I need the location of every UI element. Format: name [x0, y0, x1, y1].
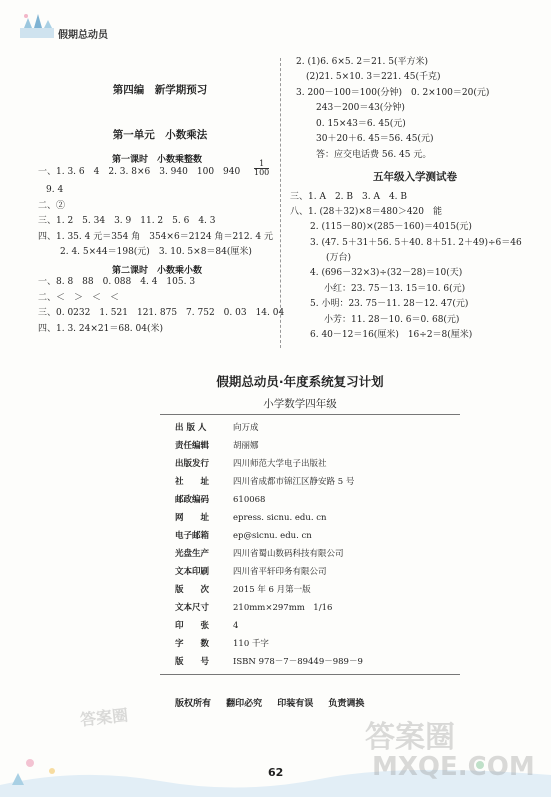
imprint-row	[175, 547, 344, 559]
imprint-value: epress. sicnu. edu. cn	[233, 513, 327, 523]
fraction-numerator: 1	[254, 160, 269, 169]
imprint-row	[175, 601, 332, 613]
lesson1-line-2: 9. 4	[46, 185, 64, 195]
header-title: 假期总动员	[58, 30, 108, 41]
imprint-value: 四川省成都市锦江区静安路 5 号	[233, 477, 355, 487]
imprint-value: 四川师范大学电子出版社	[233, 459, 327, 469]
test-line-6: 4. (696－32×3)÷(32－28)＝10(天)	[310, 268, 463, 278]
right-line-7: 答：应交电话费 56. 45 元。	[316, 150, 432, 160]
imprint-label: 版 次	[175, 585, 210, 595]
test-title: 五年级入学测试卷	[373, 171, 457, 183]
right-line-6: 30＋20＋6. 45＝56. 45(元)	[316, 134, 434, 144]
imprint-label: 出 版 人	[175, 423, 207, 433]
imprint-subtitle: 小学数学四年级	[263, 398, 337, 410]
fraction-denominator: 100	[254, 168, 270, 177]
column-divider	[280, 58, 281, 348]
test-line-9: 小芳：11. 28－10. 6＝0. 68(元)	[324, 315, 460, 325]
right-line-2: (2)21. 5×10. 3＝221. 45(千克)	[306, 72, 441, 82]
lesson1-line-4: 三、1. 2 5. 34 3. 9 11. 2 5. 6 4. 3	[38, 216, 216, 226]
imprint-row	[175, 529, 312, 541]
lesson2-title: 第二课时 小数乘小数	[112, 266, 203, 276]
imprint-row	[175, 493, 265, 505]
imprint-row	[175, 439, 259, 451]
lesson1-line-5: 四、1. 35. 4 元＝354 角 354×6＝2124 角＝212. 4 元	[38, 232, 273, 242]
imprint-row	[175, 655, 363, 667]
lesson1-line-1: 一、1. 3. 6 4 2. 3. 8×6 3. 940 100 940	[38, 167, 241, 177]
lesson2-line-4: 四、1. 3. 24×21＝68. 04(米)	[38, 324, 163, 334]
imprint-label: 文本尺寸	[175, 603, 210, 613]
imprint-title: 假期总动员·年度系统复习计划	[216, 374, 384, 389]
imprint-value: ep@sicnu. edu. cn	[233, 531, 312, 541]
imprint-label: 字 数	[175, 639, 210, 649]
imprint-value: 四川省蜀山数码科技有限公司	[233, 549, 344, 559]
test-line-3: 2. (115－80)×(285－160)＝4015(元)	[310, 222, 472, 232]
watermark-site: MXQE.COM	[372, 752, 535, 782]
watermark-brand-left	[79, 703, 129, 731]
imprint-row	[175, 583, 311, 595]
imprint-rule-top	[160, 414, 460, 415]
watermark-brand-text: 答案圈	[79, 705, 129, 730]
imprint-row	[175, 457, 327, 469]
imprint-row	[175, 565, 327, 577]
right-line-5: 0. 15×43＝6. 45(元)	[316, 119, 406, 129]
imprint-label: 社 址	[175, 477, 210, 487]
imprint-label: 网 址	[175, 513, 210, 523]
imprint-label: 电子邮箱	[175, 531, 210, 541]
imprint-value: 110 千字	[233, 639, 269, 649]
fraction	[254, 160, 269, 177]
imprint-value: 四川省平轩印务有限公司	[233, 567, 327, 577]
lesson1-title: 第一课时 小数乘整数	[112, 155, 203, 165]
imprint-row	[175, 637, 269, 649]
imprint-value: 2015 年 6 月第一版	[233, 585, 311, 595]
right-line-1: 2. (1)6. 6×5. 2＝21. 5(平方米)	[296, 57, 429, 67]
imprint-rule-bottom	[160, 674, 460, 675]
test-line-7: 小红：23. 75－13. 15＝10. 6(元)	[324, 284, 466, 294]
section-title: 第四编 新学期预习	[112, 84, 208, 96]
imprint-label: 版 号	[175, 657, 210, 667]
test-line-10: 6. 40－12＝16(厘米) 16÷2＝8(厘米)	[310, 330, 473, 340]
test-line-5: (万台)	[326, 253, 352, 263]
imprint-value: 胡丽娜	[233, 441, 259, 451]
imprint-value: 610068	[233, 495, 266, 505]
imprint-label: 文本印刷	[175, 567, 210, 577]
rights-statement: 版权所有 翻印必究 印装有误 负责调换	[175, 699, 365, 709]
imprint-label: 责任编辑	[175, 441, 210, 451]
page-header	[0, 0, 551, 52]
imprint-row	[175, 421, 259, 433]
right-line-4: 243－200＝43(分钟)	[316, 103, 405, 113]
test-line-2: 八、1. (28＋32)×8＝480＞420 能	[290, 207, 442, 217]
watermark-brand: 答案圈	[365, 720, 455, 755]
imprint-value: 4	[233, 621, 239, 631]
test-line-1: 三、1. A 2. B 3. A 4. B	[290, 192, 408, 202]
imprint-label: 邮政编码	[175, 495, 210, 505]
test-line-4: 3. (47. 5＋31＋56. 5＋40. 8＋51. 2＋49)÷6＝46	[310, 238, 522, 248]
page-number: 62	[268, 766, 284, 779]
imprint-label: 出版发行	[175, 459, 210, 469]
unit-title: 第一单元 小数乘法	[112, 129, 208, 141]
imprint-label: 光盘生产	[175, 549, 210, 559]
imprint-label: 印 张	[175, 621, 210, 631]
header-decoration-icon	[18, 10, 58, 44]
imprint-value: 210mm×297mm 1/16	[233, 603, 333, 613]
test-line-8: 5. 小明：23. 75－11. 28－12. 47(元)	[310, 299, 469, 309]
right-line-3: 3. 200－100＝100(分钟) 0. 2×100＝20(元)	[296, 88, 490, 98]
imprint-row	[175, 511, 326, 523]
lesson2-line-3: 三、0. 0232 1. 521 121. 875 7. 752 0. 03 14. 04	[38, 308, 285, 318]
imprint-row	[175, 475, 354, 487]
lesson1-line-6: 2. 4. 5×44＝198(元) 3. 10. 5×8＝84(厘米)	[60, 247, 252, 257]
lesson1-line-3: 二、②	[38, 201, 66, 211]
imprint-value: 向万成	[233, 423, 259, 433]
imprint-row	[175, 619, 238, 631]
lesson2-line-2: 二、＜ ＞ ＜ ＜	[38, 293, 120, 303]
imprint-value: ISBN 978－7－89449－989－9	[233, 657, 363, 667]
lesson2-line-1: 一、8. 8 88 0. 088 4. 4 105. 3	[38, 277, 196, 287]
